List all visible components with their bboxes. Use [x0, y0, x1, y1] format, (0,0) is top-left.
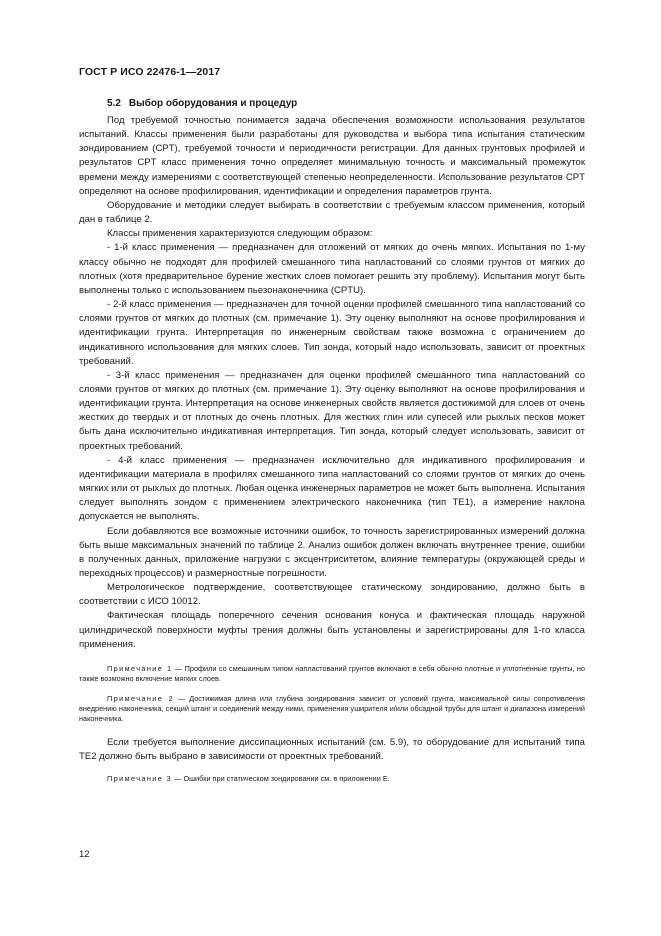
note-1-text: — Профили со смешанным типом напластований грунтов включают в себя обычно плотные и уплотненные грунты, но также возможно включение мягких слоев. — [79, 663, 585, 683]
paragraph-error-sources: Если добавляются все возможные источники ошибок, то точность зарегистрированных измерений должна быть выше максимальных значений по таблице 2. Анализ ошибок должен включать внутреннее трение, ошибки в полученных данных, приложение нагрузки с эксцентриситетом, влияние температуры (окружающей среды и переходных процессов) и размерностные погрешности. — [79, 525, 585, 579]
paragraph-accuracy-intro: Под требуемой точностью понимается задача обеспечения возможности использования результатов испытаний. Классы применения были разработаны для руководства и выбора типа испытания статическим зондированием (CPT), требуемой точности и периодичности регистрации. Для данных грунтовых профилей и результатов CPT класс применения точно определяет минимальную точность и максимальный промежуток времени между измерениями с соответствующей степенью неопределенности. Использование результатов CPT определяют на основе профилирования, идентификации и определения параметров грунта. — [79, 115, 585, 197]
paragraph-class-1: - 1-й класс применения — предназначен для отложений от мягких до очень мягких. Испытания по 1-му классу обычно не подходят для профилей смешанного типа напластований со слоями грунтов от мягких до плотных (хотя предварительное бурение жестких слоев помогает решить эту проблему). Испытания могут быть выполнены только с использованием пьезонаконечника (CPTU). — [79, 242, 585, 296]
paragraph-classes-intro: Классы применения характеризуются следующим образом: — [107, 228, 373, 240]
note-2 — [79, 694, 585, 724]
note-3-text: — Ошибки при статическом зондировании см. в приложении Е. — [172, 774, 390, 784]
page-number: 12 — [79, 849, 90, 860]
paragraph-class-4: - 4-й класс применения — предназначен исключительно для индикативного профилирования и идентификации материала в профилях смешанного типа напластований со слоями грунтов от мягких до очень мягких или от рыхлых до плотных. Любая оценка инженерных параметров не может быть выполнена. Испытания следует выполнять зондом с применением электрического наконечника (тип TE1), а измерение наклона допускается не выполнять. — [79, 454, 585, 523]
main-content — [79, 97, 585, 784]
note-2-label: Примечание 2 — [107, 693, 175, 703]
paragraph-dissipation: Если требуется выполнение диссипационных испытаний (см. 5.9), то оборудование для испытаний типа TE2 должно быть выбрано в зависимости от проектных требований. — [79, 736, 585, 763]
section-title: Выбор оборудования и процедур — [128, 98, 298, 109]
paragraph-class-2: - 2-й класс применения — предназначен для точной оценки профилей смешанного типа напластований со слоями грунтов от мягких до плотных (см. примечание 1). Эту оценку выполняют на основе профилирования и идентификации грунта. Интерпретация по инженерным свойствам также возможна с ограничением до индикативного использования для мягких слоев. Тип зонда, который надо использовать, зависит от проектных требований. — [79, 299, 585, 367]
section-number: 5.2 — [107, 98, 121, 109]
section-heading — [79, 97, 585, 110]
note-3-label: Примечание 3 — [107, 774, 173, 784]
paragraph-cone-area: Фактическая площадь поперечного сечения основания конуса и фактическая площадь наружной цилиндрической поверхности муфты трения должны быть установлены и зарегистрированы для 1-го класса применения. — [79, 610, 585, 650]
paragraph-metrology: Метрологическое подтверждение, соответствующее статическому зондированию, должно быть в соответствии с ИСО 10012. — [79, 582, 585, 608]
note-3 — [79, 774, 585, 784]
note-2-text: — Достижимая длина или глубина зондирования зависит от условий грунта, максимальной силы сопротивления внедрению наконечника, секций штанг и соединений между ними, применения уширителя и/или обсадной трубы для штанг и диапазона измерений наконечника. — [79, 693, 585, 723]
document-header: ГОСТ Р ИСО 22476-1—2017 — [79, 66, 221, 78]
note-1 — [79, 664, 585, 684]
paragraph-class-3: - 3-й класс применения — предназначен для оценки профилей смешанного типа напластований со слоями грунтов от мягких до плотных (см. примечание 1). Эту оценку выполняют на основе профилирования и идентификации грунта. Интерпретация на основе инженерных свойств является достижимой для слоев от очень жестких до твердых и от плотных до очень плотных. Для жестких глин или супесей или рыхлых песков может быть дана исключительно индикативная интерпретация. Тип зонда, который следует использовать, зависит от проектных требований. — [79, 369, 585, 452]
paragraph-equipment-selection: Оборудование и методики следует выбирать в соответствии с требуемым классом применения, который дан в таблице 2. — [79, 199, 585, 226]
note-1-label: Примечание 1 — [107, 663, 173, 673]
